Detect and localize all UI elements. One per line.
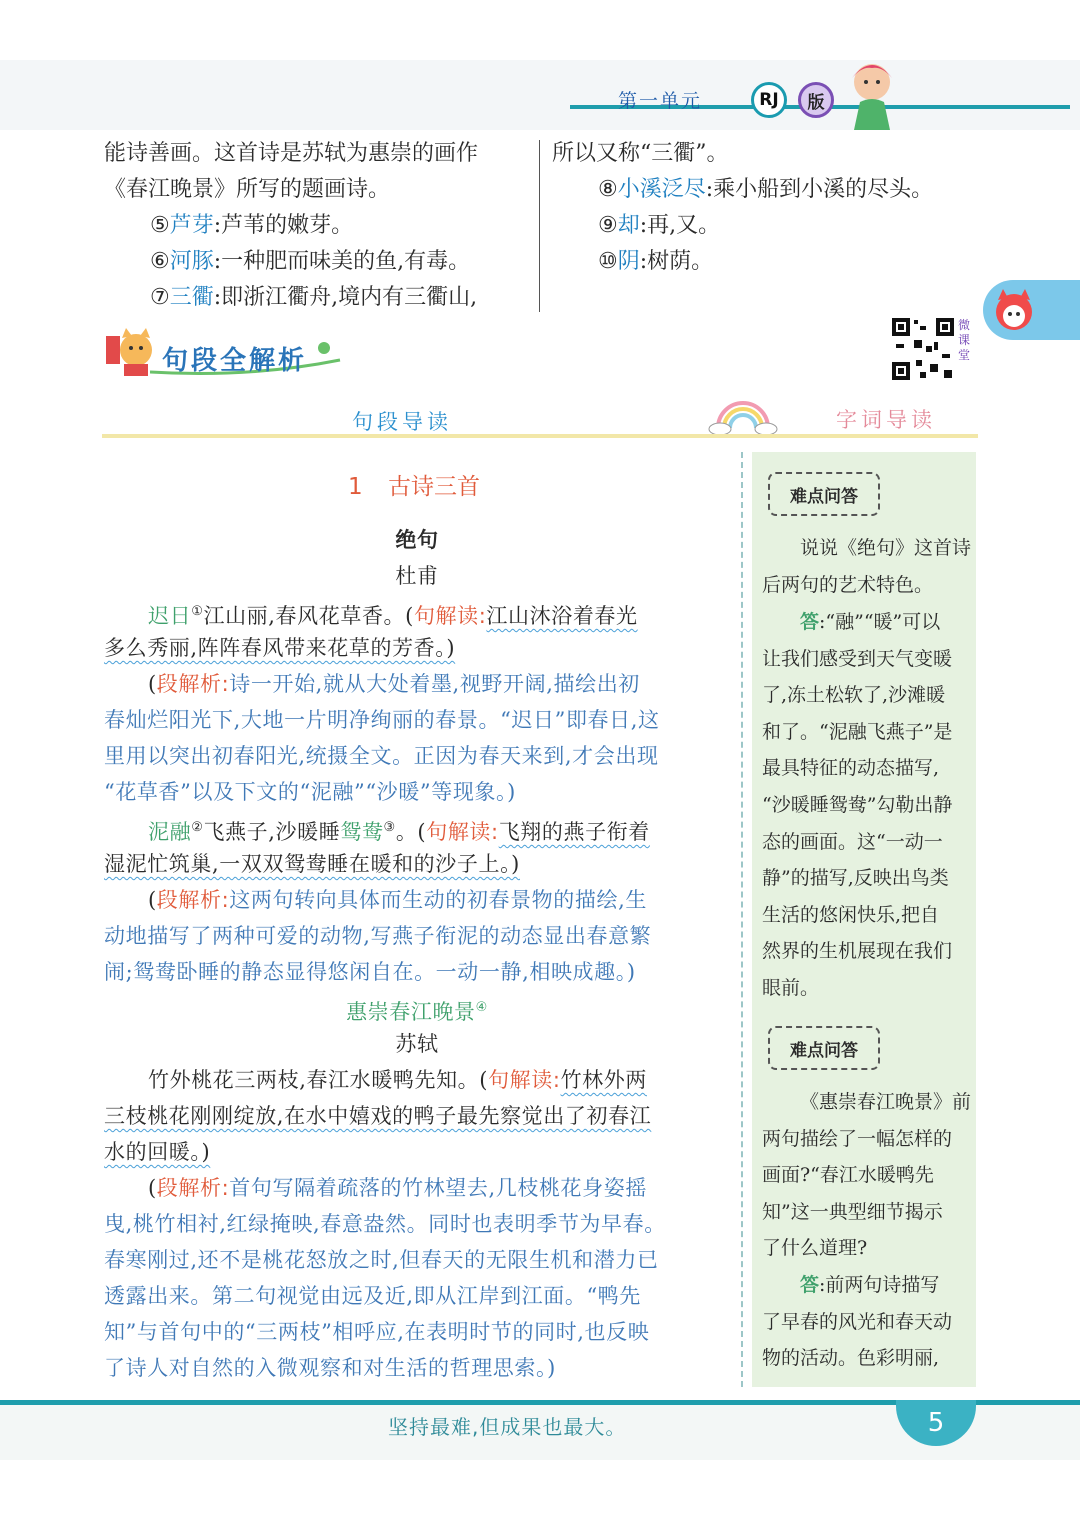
poem1-line2-exp xyxy=(104,846,730,882)
paren: ( xyxy=(148,1176,157,1200)
sentence-read-text: 湿泥忙筑巢,一双双鸳鸯睡在暖和的沙子上。) xyxy=(104,852,520,876)
poem1-title: 绝句 xyxy=(395,528,439,552)
sentence-read-text: 多么秀丽,阵阵春风带来花草的芳香。) xyxy=(104,636,456,660)
sentence-read-text: 水的回暖。) xyxy=(104,1140,211,1164)
analysis-line: 闹;鸳鸯卧睡的静态显得悠闲自在。一动一静,相映成趣。) xyxy=(104,960,636,984)
note-text: :一种肥而味美的鱼,有毒。 xyxy=(213,249,471,274)
sentence-read-label: 句解读: xyxy=(426,820,499,844)
analysis-line: 春灿烂阳光下,大地一片明净绚丽的春景。“迟日”即春日,这 xyxy=(104,708,660,732)
note-number: ⑤ xyxy=(150,213,170,238)
qa1-answer-line: 最具特征的动态描写, xyxy=(762,757,940,779)
page-number: 5 xyxy=(896,1400,976,1446)
note-term: 阴 xyxy=(617,249,640,274)
analysis-line: 里用以突出初春阳光,统摄全文。正因为春天来到,才会出现 xyxy=(104,744,659,768)
poem1-verse: 飞燕子,沙暖睡 xyxy=(203,820,341,844)
note-number: ⑥ xyxy=(150,249,170,274)
sentence-read-label: 句解读: xyxy=(488,1068,561,1092)
qa1-question-line: 后两句的艺术特色。 xyxy=(762,574,934,596)
poem1-lead-word: 泥融 xyxy=(148,820,192,844)
sentence-read-text: 江山沐浴着春光 xyxy=(486,604,638,628)
qr-caption: 微课堂 xyxy=(958,318,971,362)
note-10 xyxy=(598,244,713,280)
note-text: :即浙江衢舟,境内有三衢山, xyxy=(213,285,478,310)
poem1-line1 xyxy=(104,594,730,634)
poem2-line1-exp xyxy=(104,1098,730,1134)
note-7-continued: 所以又称“三衢”。 xyxy=(552,141,729,166)
poem1-author: 杜甫 xyxy=(395,564,439,588)
note-9 xyxy=(598,208,720,244)
qa1-answer-line: 然界的生机展现在我们 xyxy=(762,940,953,962)
sentence-read-label: 句解读: xyxy=(413,604,487,628)
footnote-ref: ④ xyxy=(475,1000,488,1015)
edition-badge: 版 xyxy=(798,82,834,118)
note-number: ⑩ xyxy=(598,249,618,274)
note-number: ⑦ xyxy=(150,285,170,310)
qa2-question-line: 《惠崇春江晚景》前 xyxy=(800,1091,972,1113)
qa1-question-line: 说说《绝句》这首诗 xyxy=(800,537,972,559)
answer-text: :前两句诗描写 xyxy=(819,1274,940,1296)
tab-word-guide[interactable]: 字词导读 xyxy=(836,408,936,432)
poem1-verse-tail: 。( xyxy=(395,820,427,844)
answer-label: 答 xyxy=(800,611,820,633)
poem1-lead-word: 迟日 xyxy=(148,604,192,628)
footnote-ref: ③ xyxy=(383,820,396,835)
lesson-heading xyxy=(348,468,480,501)
lesson-title: 古诗三首 xyxy=(387,474,480,500)
footer-motto: 坚持最难,但成果也最大。 xyxy=(388,1415,627,1439)
qa-label-2: 难点问答 xyxy=(768,1026,880,1070)
qa1-answer-line: 静”的描写,反映出鸟类 xyxy=(762,867,949,889)
note-term: 却 xyxy=(617,213,640,238)
poem2-title xyxy=(104,990,730,1030)
analysis-line: 知”与首句中的“三两枝”相呼应,在表明时节的同时,也反映 xyxy=(104,1320,650,1344)
lesson-number: 1 xyxy=(348,474,363,500)
fox-mascot-icon xyxy=(989,285,1039,335)
poem1-line1-exp xyxy=(104,630,730,666)
note-number: ⑨ xyxy=(598,213,618,238)
note-text: :再,又。 xyxy=(639,213,721,238)
note-number: ⑧ xyxy=(598,177,618,202)
qr-code-icon[interactable] xyxy=(890,316,956,382)
qa2-answer-first xyxy=(762,1267,972,1304)
qa1-answer-line: 让我们感受到天气变暖 xyxy=(762,648,953,670)
qa1-answer-line: 生活的悠闲快乐,把自 xyxy=(762,904,940,926)
poem2-author: 苏轼 xyxy=(395,1032,439,1056)
qa2-answer-line: 了早春的风光和春天动 xyxy=(762,1311,953,1333)
note-8 xyxy=(598,172,933,208)
note-5 xyxy=(150,208,353,244)
analysis-line: 曳,桃竹相衬,红绿掩映,春意盎然。同时也表明季节为早春。 xyxy=(104,1212,666,1236)
analysis-line: 了诗人对自然的入微观察和对生活的哲理思索。) xyxy=(104,1356,556,1380)
fairy-girl-icon xyxy=(832,52,912,132)
qa1-answer-line: 态的画面。这“一动一 xyxy=(762,831,943,853)
footnote-ref: ② xyxy=(191,820,204,835)
poem1-analysis-2 xyxy=(104,882,730,918)
paragraph-analysis-label: 段解析: xyxy=(156,888,230,912)
unit-label: 第一单元 xyxy=(618,90,703,112)
analysis-text: 这两句转向具体而生动的初春景物的描绘,生 xyxy=(229,888,647,912)
note-term: 三衢 xyxy=(169,285,214,310)
poem1-analysis-1 xyxy=(104,666,730,702)
poem2-verse: 竹外桃花三两枝,春江水暖鸭先知。( xyxy=(148,1068,489,1092)
tab-underline xyxy=(102,434,978,438)
paren: ( xyxy=(148,888,157,912)
analysis-text: 诗一开始,就从大处着墨,视野开阔,描绘出初 xyxy=(229,672,640,696)
poem2-line1-exp xyxy=(104,1134,730,1170)
header-band xyxy=(0,60,1080,130)
qa2-question-line: 了什么道理? xyxy=(762,1237,868,1259)
qa2-answer-line: 物的活动。色彩明丽, xyxy=(762,1347,940,1369)
paren: ( xyxy=(148,672,157,696)
poem2-line1 xyxy=(104,1062,730,1098)
intro-line-2: 《春江晚景》所写的题画诗。 xyxy=(104,177,391,202)
answer-text: :“融”“暖”可以 xyxy=(819,611,941,633)
note-7 xyxy=(150,280,477,316)
note-term: 小溪泛尽 xyxy=(617,177,706,202)
poem1-word: 鸳鸯 xyxy=(340,820,384,844)
poem1-verse: 江山丽,春风花草香。( xyxy=(203,604,414,628)
answer-label: 答 xyxy=(800,1274,820,1296)
sentence-read-text: 飞翔的燕子衔着 xyxy=(498,820,650,844)
footnote-ref: ① xyxy=(191,604,204,619)
qa1-answer-line: 眼前。 xyxy=(762,977,820,999)
qa1-answer-line: “沙暖睡鸳鸯”勾勒出静 xyxy=(762,794,953,816)
note-text: :树荫。 xyxy=(639,249,714,274)
rj-badge: RJ xyxy=(751,82,787,118)
side-tab xyxy=(983,280,1080,340)
poem2-title-text: 惠崇春江晚景 xyxy=(346,1000,476,1024)
qa1-answer-line: 和了。“泥融飞燕子”是 xyxy=(762,721,953,743)
analysis-line: 春寒刚过,还不是桃花怒放之时,但春天的无限生机和潜力已 xyxy=(104,1248,659,1272)
paragraph-analysis-label: 段解析: xyxy=(156,1176,230,1200)
tab-sentence-guide[interactable]: 句段导读 xyxy=(352,410,452,434)
note-6 xyxy=(150,244,470,280)
qa1-answer-line: 了,冻土松软了,沙滩暖 xyxy=(762,684,946,706)
rainbow-cloud-icon xyxy=(708,398,778,436)
note-term: 河豚 xyxy=(169,249,214,274)
section-title: 句段全解析 xyxy=(162,346,308,376)
qa2-question-line: 知”这一典型细节揭示 xyxy=(762,1201,943,1223)
paragraph-analysis-label: 段解析: xyxy=(156,672,230,696)
sentence-read-text: 竹林外两 xyxy=(560,1068,647,1092)
column-divider xyxy=(539,140,540,312)
sidebar-dashed-border xyxy=(741,452,743,1387)
qa2-question-line: 两句描绘了一幅怎样的 xyxy=(762,1128,953,1150)
note-text: :芦苇的嫩芽。 xyxy=(213,213,354,238)
poem1-line2 xyxy=(104,810,730,850)
note-text: :乘小船到小溪的尽头。 xyxy=(705,177,934,202)
analysis-line: 透露出来。第二句视觉由远及近,即从江岸到江面。“鸭先 xyxy=(104,1284,642,1308)
analysis-line: 动地描写了两种可爱的动物,写燕子衔泥的动态显出春意繁 xyxy=(104,924,652,948)
qa1-answer-first xyxy=(762,604,972,641)
qa2-question-line: 画面?“春江水暖鸭先 xyxy=(762,1164,934,1186)
analysis-line: “花草香”以及下文的“泥融”“沙暖”等现象。) xyxy=(104,780,516,804)
intro-line-1: 能诗善画。这首诗是苏轼为惠崇的画作 xyxy=(104,141,479,166)
analysis-text: 首句写隔着疏落的竹林望去,几枝桃花身姿摇 xyxy=(229,1176,647,1200)
note-term: 芦芽 xyxy=(169,213,214,238)
poem2-analysis xyxy=(104,1170,730,1206)
sentence-read-text: 三枝桃花刚刚绽放,在水中嬉戏的鸭子最先察觉出了初春江 xyxy=(104,1104,652,1128)
qa-label-1: 难点问答 xyxy=(768,472,880,516)
